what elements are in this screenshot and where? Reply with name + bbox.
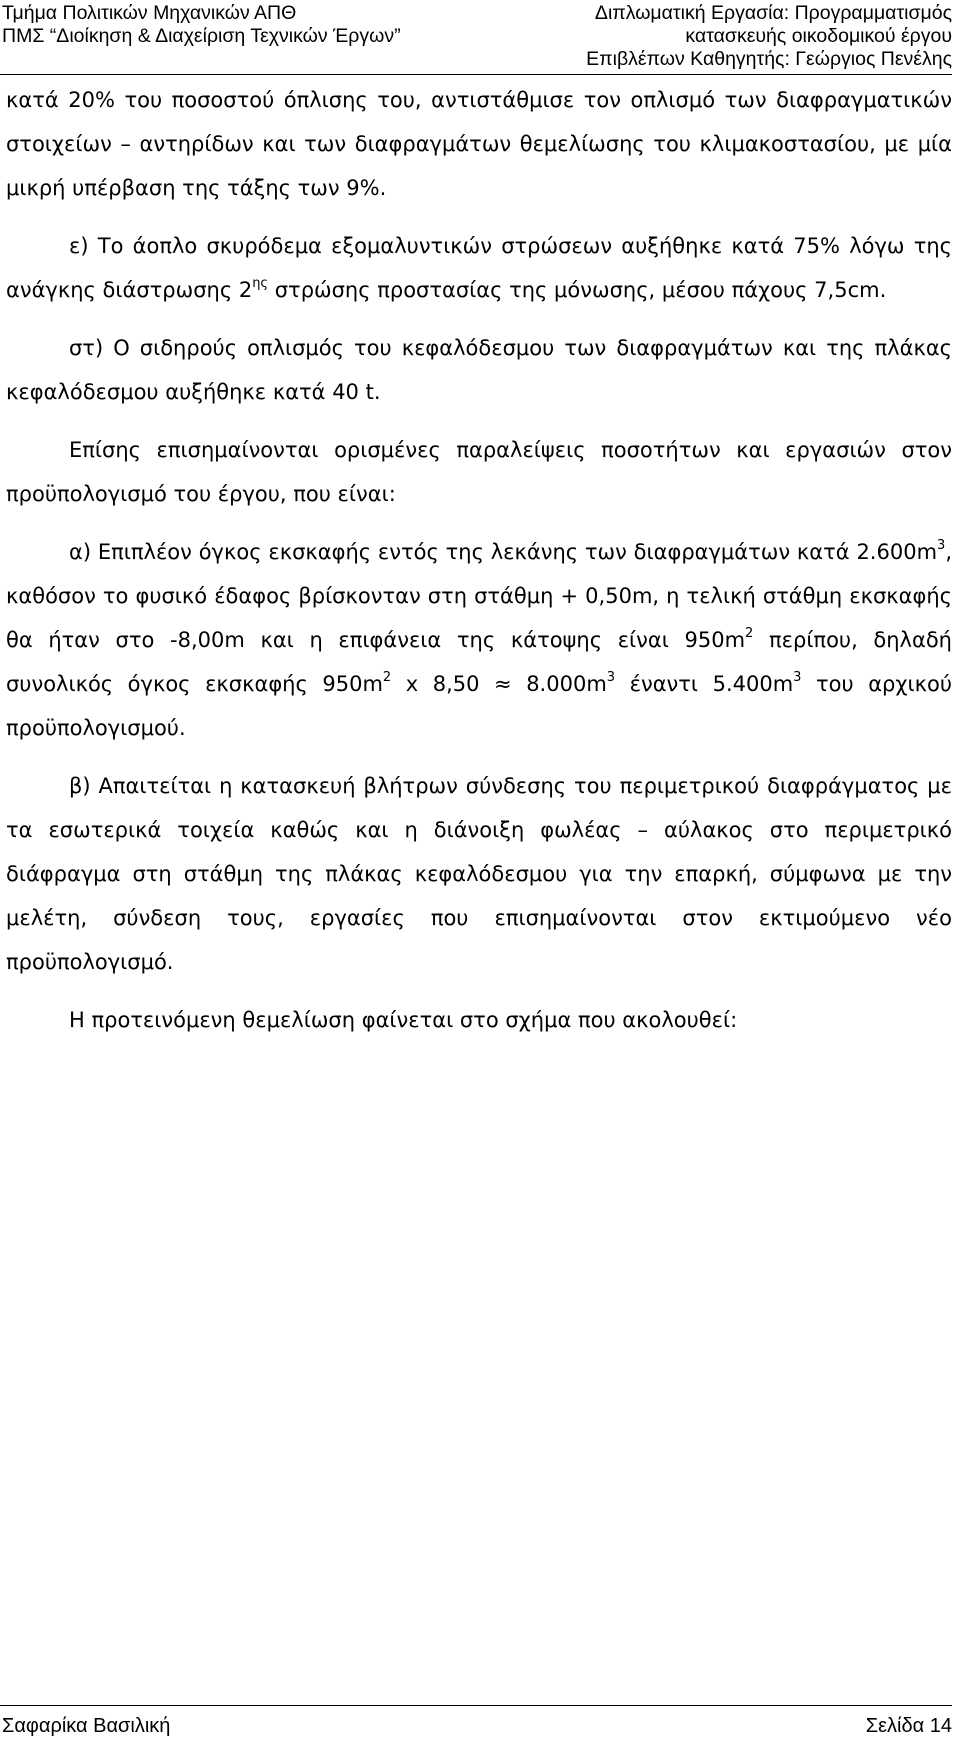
document-body	[6, 78, 952, 1042]
paragraph-text: του αρχικού προϋπολογισμού.	[6, 672, 952, 740]
paragraph-figure-intro: Η προτεινόμενη θεμελίωση φαίνεται στο σχήμα που ακολουθεί:	[69, 1008, 738, 1032]
paragraph-text: έναντι 5.400m	[615, 672, 794, 696]
superscript: ης	[252, 276, 269, 291]
superscript: 3	[793, 670, 802, 685]
paragraph-continuation: κατά 20% του ποσοστού όπλισης του, αντιστάθμισε τον οπλισμό των διαφραγματικών στοιχείων – αντηρίδων και των διαφραγμάτων θεμελίωσης του κλιμακοστασίου, με μία μικρή υπέρβαση της τάξης των 9%.	[6, 88, 952, 200]
header-supervisor: Επιβλέπων Καθηγητής: Γεώργιος Πενέλης	[586, 48, 952, 70]
header-divider	[0, 74, 952, 75]
header-program: ΠΜΣ “Διοίκηση & Διαχείριση Τεχνικών Έργων”	[2, 25, 401, 47]
paragraph-item-e	[6, 224, 952, 312]
header-department: Τμήμα Πολιτικών Μηχανικών ΑΠΘ	[2, 2, 297, 24]
superscript: 3	[937, 538, 946, 553]
superscript: 3	[606, 670, 616, 685]
paragraph-text: ε) Το άοπλο σκυρόδεμα εξομαλυντικών στρώσεων αυξήθηκε κατά 75% λόγω της ανάγκης διάστρωσης 2	[6, 234, 952, 302]
paragraph-item-st: στ) Ο σιδηρούς οπλισμός του κεφαλόδεσμου των διαφραγμάτων και της πλάκας κεφαλόδεσμου αυξήθηκε κατά 40 t.	[6, 336, 952, 404]
superscript: 2	[382, 670, 392, 685]
header-thesis-subtitle: κατασκευής οικοδομικού έργου	[685, 25, 952, 47]
footer-page-number: Σελίδα 14	[865, 1715, 952, 1737]
paragraph-omissions-intro: Επίσης επισημαίνονται ορισμένες παραλείψεις ποσοτήτων και εργασιών στον προϋπολογισμό του έργου, που είναι:	[6, 438, 952, 506]
superscript: 2	[745, 626, 754, 641]
paragraph-text: στρώσης προστασίας της μόνωσης, μέσου πάχους 7,5cm.	[268, 278, 887, 302]
footer-author: Σαφαρίκα Βασιλική	[2, 1715, 171, 1737]
paragraph-item-a	[6, 530, 952, 750]
paragraph-text: περίπου, δηλαδή συνολικός όγκος εκσκαφής 950m	[6, 628, 952, 696]
page-header	[0, 0, 952, 74]
header-thesis-title: Διπλωματική Εργασία: Προγραμματισμός	[594, 2, 952, 24]
footer-divider	[0, 1705, 952, 1706]
paragraph-text: α) Επιπλέον όγκος εκσκαφής εντός της λεκάνης των διαφραγμάτων κατά 2.600m	[69, 540, 938, 564]
paragraph-text: , καθόσον το φυσικό έδαφος βρίσκονταν στη στάθμη + 0,50m, η τελική στάθμη εκσκαφής θα ήταν στο -8,00m και η επιφάνεια της κάτοψης είναι 950m	[6, 540, 952, 652]
paragraph-text: x 8,50 ≈ 8.000m	[391, 672, 607, 696]
paragraph-item-b: β) Απαιτείται η κατασκευή βλήτρων σύνδεσης του περιμετρικού διαφράγματος με τα εσωτερικά τοιχεία καθώς και η διάνοιξη φωλέας – αύλακος στο περιμετρικό διάφραγμα στη στάθμη της πλάκας κεφαλόδεσμου για την επαρκή, σύμφωνα με την μελέτη, σύνδεση τους, εργασίες που επισημαίνονται στον εκτιμούμενο νέο προϋπολογισμό.	[6, 774, 952, 974]
